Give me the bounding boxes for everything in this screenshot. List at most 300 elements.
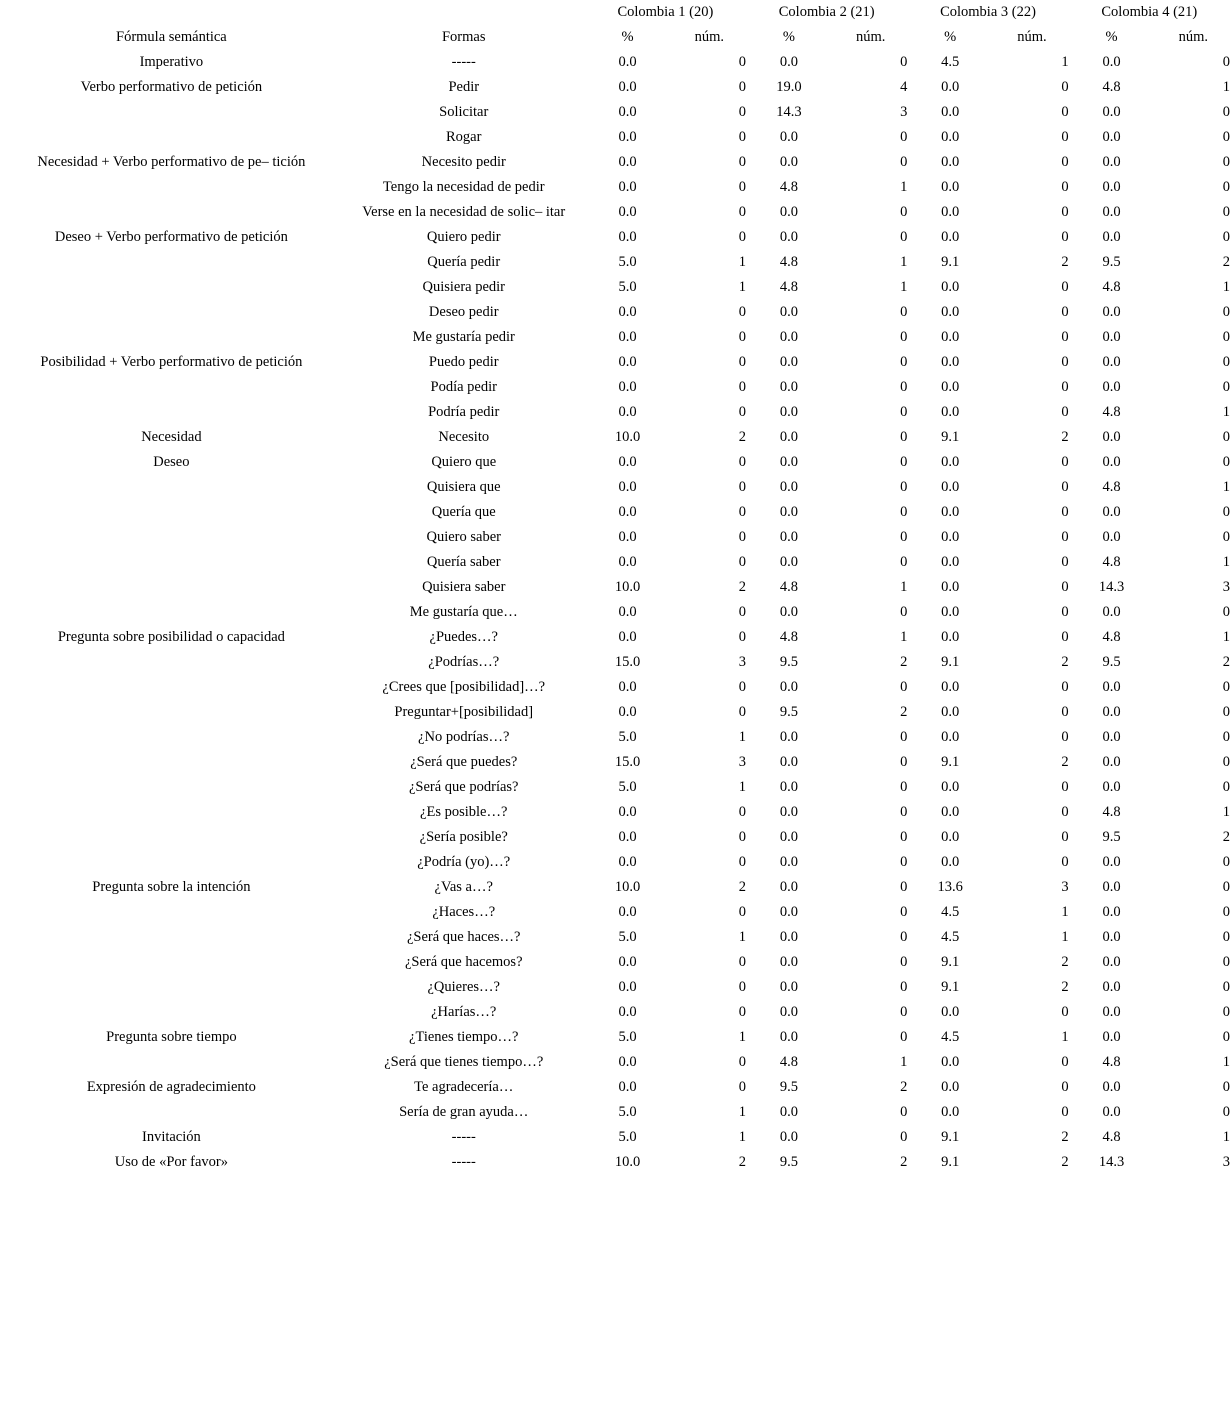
cell-pct-colombia-4: 0.0 xyxy=(1102,704,1121,720)
cell-pct-colombia-3: 9.1 xyxy=(941,254,960,270)
cell-forma: Quisiera saber xyxy=(422,579,506,595)
cell-forma: Quería saber xyxy=(426,554,501,570)
table-row xyxy=(0,125,1230,150)
cell-pct-colombia-2: 0.0 xyxy=(779,1129,798,1145)
cell-num-colombia-3: 0 xyxy=(1061,604,1069,620)
cell-forma: Pedir xyxy=(448,79,480,95)
cell-pct-colombia-4: 0.0 xyxy=(1102,1079,1121,1095)
cell-pct-colombia-1: 0.0 xyxy=(618,229,637,245)
cell-forma: Me gustaría que… xyxy=(409,604,518,620)
cell-pct-colombia-1: 0.0 xyxy=(618,1054,637,1070)
column-header-formas: Formas xyxy=(441,29,486,45)
cell-pct-colombia-1: 0.0 xyxy=(618,979,637,995)
cell-forma: Quería pedir xyxy=(427,254,501,270)
cell-pct-colombia-3: 0.0 xyxy=(941,379,960,395)
cell-num-colombia-4: 0 xyxy=(1222,54,1230,70)
cell-pct-colombia-1: 5.0 xyxy=(618,1129,637,1145)
cell-num-colombia-1: 0 xyxy=(738,829,747,845)
table-row xyxy=(0,550,1230,575)
cell-pct-colombia-4: 0.0 xyxy=(1102,979,1121,995)
cell-pct-colombia-1: 0.0 xyxy=(618,54,637,70)
cell-num-colombia-1: 1 xyxy=(738,729,747,745)
cell-num-colombia-2: 0 xyxy=(900,604,908,620)
cell-num-colombia-3: 0 xyxy=(1061,354,1069,370)
cell-num-colombia-4: 0 xyxy=(1222,129,1230,145)
cell-pct-colombia-2: 0.0 xyxy=(779,454,798,470)
cell-num-colombia-3: 0 xyxy=(1061,479,1069,495)
cell-pct-colombia-1: 0.0 xyxy=(618,904,637,920)
cell-pct-colombia-4: 0.0 xyxy=(1102,179,1121,195)
cell-num-colombia-4: 0 xyxy=(1222,179,1230,195)
cell-pct-colombia-2: 9.5 xyxy=(779,654,798,670)
cell-pct-colombia-3: 9.1 xyxy=(941,1154,960,1170)
cell-pct-colombia-2: 0.0 xyxy=(779,554,798,570)
cell-formula-semantica: Necesidad xyxy=(141,429,202,445)
cell-pct-colombia-1: 5.0 xyxy=(618,279,637,295)
column-header-num-colombia-3: núm. xyxy=(1017,29,1047,45)
cell-num-colombia-3: 2 xyxy=(1061,1154,1069,1170)
column-header-pct-colombia-1: % xyxy=(621,29,634,45)
cell-num-colombia-1: 1 xyxy=(738,779,747,795)
table-row xyxy=(0,150,1230,175)
cell-forma: ¿Es posible…? xyxy=(420,804,508,820)
cell-num-colombia-1: 0 xyxy=(738,304,747,320)
cell-pct-colombia-1: 0.0 xyxy=(618,354,637,370)
cell-num-colombia-3: 0 xyxy=(1061,1054,1069,1070)
cell-pct-colombia-4: 4.8 xyxy=(1102,629,1121,645)
cell-pct-colombia-3: 9.1 xyxy=(941,979,960,995)
cell-forma: ¿Sería posible? xyxy=(419,829,508,845)
cell-pct-colombia-4: 0.0 xyxy=(1102,54,1121,70)
column-header-num-colombia-1: núm. xyxy=(694,29,725,45)
cell-pct-colombia-3: 0.0 xyxy=(941,129,960,145)
cell-num-colombia-4: 0 xyxy=(1222,204,1230,220)
cell-formula-semantica xyxy=(0,700,343,725)
cell-num-colombia-1: 0 xyxy=(738,904,747,920)
cell-formula-semantica: Deseo xyxy=(153,454,190,470)
cell-num-colombia-3: 2 xyxy=(1061,654,1069,670)
cell-num-colombia-3: 0 xyxy=(1061,1104,1069,1120)
cell-num-colombia-4: 0 xyxy=(1222,754,1230,770)
cell-pct-colombia-4: 0.0 xyxy=(1102,379,1121,395)
cell-pct-colombia-1: 0.0 xyxy=(618,379,637,395)
cell-formula-semantica: Pregunta sobre la intención xyxy=(92,879,251,895)
table-row xyxy=(0,325,1230,350)
cell-pct-colombia-1: 0.0 xyxy=(618,454,637,470)
cell-pct-colombia-4: 0.0 xyxy=(1102,454,1121,470)
cell-num-colombia-2: 0 xyxy=(900,54,908,70)
cell-num-colombia-1: 0 xyxy=(738,454,747,470)
cell-pct-colombia-1: 0.0 xyxy=(618,129,637,145)
cell-num-colombia-2: 0 xyxy=(900,729,908,745)
cell-num-colombia-1: 0 xyxy=(738,104,747,120)
cell-pct-colombia-2: 9.5 xyxy=(779,1154,798,1170)
table-row xyxy=(0,950,1230,975)
cell-num-colombia-1: 0 xyxy=(738,329,747,345)
cell-forma: Quería que xyxy=(431,504,496,520)
cell-forma: Solicitar xyxy=(439,104,489,120)
table-row xyxy=(0,675,1230,700)
cell-pct-colombia-4: 0.0 xyxy=(1102,1104,1121,1120)
cell-formula-semantica: Expresión de agradecimiento xyxy=(86,1079,256,1095)
cell-num-colombia-1: 1 xyxy=(738,279,747,295)
column-header-num-colombia-2: núm. xyxy=(855,29,886,45)
cell-num-colombia-4: 0 xyxy=(1222,1104,1230,1120)
cell-num-colombia-1: 0 xyxy=(738,954,747,970)
cell-num-colombia-3: 0 xyxy=(1061,79,1069,95)
cell-num-colombia-1: 0 xyxy=(738,979,747,995)
cell-num-colombia-4: 0 xyxy=(1222,779,1230,795)
cell-pct-colombia-2: 0.0 xyxy=(779,204,798,220)
cell-num-colombia-2: 0 xyxy=(900,979,908,995)
cell-num-colombia-3: 0 xyxy=(1061,679,1069,695)
cell-num-colombia-2: 1 xyxy=(900,1054,908,1070)
cell-num-colombia-1: 0 xyxy=(738,404,747,420)
cell-pct-colombia-4: 0.0 xyxy=(1102,929,1121,945)
cell-forma: ¿No podrías…? xyxy=(418,729,510,745)
cell-pct-colombia-4: 0.0 xyxy=(1102,954,1121,970)
cell-pct-colombia-3: 0.0 xyxy=(941,479,960,495)
cell-num-colombia-4: 0 xyxy=(1222,329,1230,345)
cell-num-colombia-3: 0 xyxy=(1061,804,1069,820)
table-row xyxy=(0,1025,1230,1050)
cell-formula-semantica xyxy=(0,400,343,425)
cell-pct-colombia-1: 0.0 xyxy=(618,329,637,345)
cell-forma: ¿Podrías…? xyxy=(428,654,500,670)
cell-num-colombia-3: 2 xyxy=(1061,254,1069,270)
cell-forma: ¿Será que haces…? xyxy=(406,929,521,945)
cell-pct-colombia-3: 0.0 xyxy=(941,279,960,295)
cell-pct-colombia-1: 10.0 xyxy=(614,879,641,895)
cell-formula-semantica xyxy=(0,375,343,400)
cell-pct-colombia-2: 0.0 xyxy=(779,679,798,695)
cell-num-colombia-3: 0 xyxy=(1061,329,1069,345)
cell-formula-semantica xyxy=(0,775,343,800)
cell-num-colombia-4: 0 xyxy=(1222,679,1230,695)
cell-num-colombia-1: 0 xyxy=(738,379,747,395)
cell-pct-colombia-4: 4.8 xyxy=(1102,1054,1121,1070)
cell-pct-colombia-2: 4.8 xyxy=(779,579,798,595)
cell-pct-colombia-3: 0.0 xyxy=(941,504,960,520)
cell-pct-colombia-4: 0.0 xyxy=(1102,429,1121,445)
cell-num-colombia-2: 0 xyxy=(900,154,908,170)
cell-num-colombia-3: 2 xyxy=(1061,429,1069,445)
cell-num-colombia-4: 1 xyxy=(1222,404,1230,420)
cell-num-colombia-4: 0 xyxy=(1222,354,1230,370)
cell-pct-colombia-3: 9.1 xyxy=(941,429,960,445)
cell-pct-colombia-3: 0.0 xyxy=(941,104,960,120)
cell-num-colombia-2: 0 xyxy=(900,479,908,495)
cell-num-colombia-1: 1 xyxy=(738,929,747,945)
cell-pct-colombia-4: 4.8 xyxy=(1102,1129,1121,1145)
cell-forma: ----- xyxy=(451,54,476,70)
cell-pct-colombia-3: 0.0 xyxy=(941,204,960,220)
cell-pct-colombia-3: 0.0 xyxy=(941,729,960,745)
cell-pct-colombia-3: 9.1 xyxy=(941,754,960,770)
cell-forma: Quisiera pedir xyxy=(422,279,506,295)
cell-num-colombia-4: 0 xyxy=(1222,929,1230,945)
cell-num-colombia-2: 0 xyxy=(900,504,908,520)
cell-forma: Quiero pedir xyxy=(426,229,501,245)
cell-num-colombia-1: 0 xyxy=(738,129,747,145)
table-row xyxy=(0,1125,1230,1150)
cell-pct-colombia-2: 0.0 xyxy=(779,329,798,345)
cell-num-colombia-1: 0 xyxy=(738,554,747,570)
cell-pct-colombia-2: 0.0 xyxy=(779,229,798,245)
cell-num-colombia-3: 0 xyxy=(1061,179,1069,195)
table-row xyxy=(0,825,1230,850)
cell-num-colombia-4: 0 xyxy=(1222,304,1230,320)
cell-num-colombia-4: 0 xyxy=(1222,229,1230,245)
cell-pct-colombia-4: 0.0 xyxy=(1102,854,1121,870)
column-header-pct-colombia-3: % xyxy=(944,29,957,45)
cell-num-colombia-4: 0 xyxy=(1222,104,1230,120)
cell-num-colombia-3: 0 xyxy=(1061,229,1069,245)
cell-pct-colombia-4: 4.8 xyxy=(1102,279,1121,295)
cell-forma: ¿Será que podrías? xyxy=(408,779,519,795)
cell-num-colombia-2: 2 xyxy=(900,1079,908,1095)
cell-pct-colombia-1: 0.0 xyxy=(618,679,637,695)
cell-pct-colombia-1: 0.0 xyxy=(618,554,637,570)
cell-forma: Quiero que xyxy=(431,454,497,470)
table-row xyxy=(0,700,1230,725)
cell-num-colombia-3: 1 xyxy=(1061,904,1069,920)
cell-pct-colombia-2: 9.5 xyxy=(779,1079,798,1095)
cell-formula-semantica: Verbo performativo de petición xyxy=(80,79,263,95)
cell-forma: ¿Haces…? xyxy=(432,904,496,920)
cell-pct-colombia-3: 0.0 xyxy=(941,804,960,820)
cell-pct-colombia-4: 0.0 xyxy=(1102,779,1121,795)
cell-num-colombia-4: 0 xyxy=(1222,1029,1230,1045)
cell-num-colombia-3: 0 xyxy=(1061,204,1069,220)
table-row xyxy=(0,475,1230,500)
cell-num-colombia-2: 0 xyxy=(900,429,908,445)
cell-forma: Quiero saber xyxy=(426,529,501,545)
cell-num-colombia-3: 0 xyxy=(1061,154,1069,170)
cell-num-colombia-1: 0 xyxy=(738,854,747,870)
table-body xyxy=(0,50,1230,1175)
cell-num-colombia-2: 0 xyxy=(900,379,908,395)
cell-num-colombia-1: 3 xyxy=(738,654,747,670)
cell-num-colombia-3: 0 xyxy=(1061,279,1069,295)
cell-num-colombia-1: 0 xyxy=(738,54,747,70)
table-row xyxy=(0,975,1230,1000)
cell-pct-colombia-2: 0.0 xyxy=(779,529,798,545)
cell-formula-semantica: Posibilidad + Verbo performativo de petición xyxy=(40,354,303,370)
cell-pct-colombia-3: 0.0 xyxy=(941,629,960,645)
cell-formula-semantica: Pregunta sobre tiempo xyxy=(106,1029,237,1045)
cell-pct-colombia-3: 9.1 xyxy=(941,1129,960,1145)
cell-forma: ¿Vas a…? xyxy=(434,879,493,895)
table-row xyxy=(0,925,1230,950)
cell-formula-semantica: Invitación xyxy=(141,1129,201,1145)
cell-num-colombia-2: 1 xyxy=(900,279,908,295)
cell-formula-semantica xyxy=(0,125,343,150)
table-row xyxy=(0,275,1230,300)
cell-forma: Podía pedir xyxy=(430,379,497,395)
cell-pct-colombia-4: 0.0 xyxy=(1102,604,1121,620)
group-header-colombia-3: Colombia 3 (22) xyxy=(940,4,1036,20)
table-row xyxy=(0,400,1230,425)
cell-pct-colombia-4: 0.0 xyxy=(1102,129,1121,145)
table-row xyxy=(0,300,1230,325)
cell-pct-colombia-3: 0.0 xyxy=(941,854,960,870)
cell-formula-semantica xyxy=(0,100,343,125)
cell-forma: ¿Quieres…? xyxy=(427,979,500,995)
cell-num-colombia-3: 0 xyxy=(1061,829,1069,845)
cell-pct-colombia-1: 10.0 xyxy=(614,579,641,595)
table-row xyxy=(0,1150,1230,1175)
table-row xyxy=(0,175,1230,200)
cell-pct-colombia-1: 0.0 xyxy=(618,154,637,170)
group-header-colombia-2: Colombia 2 (21) xyxy=(778,4,875,20)
cell-pct-colombia-3: 0.0 xyxy=(941,679,960,695)
cell-num-colombia-4: 0 xyxy=(1222,954,1230,970)
cell-pct-colombia-1: 0.0 xyxy=(618,179,637,195)
cell-num-colombia-1: 0 xyxy=(738,804,747,820)
cell-formula-semantica xyxy=(0,850,343,875)
cell-num-colombia-3: 0 xyxy=(1061,554,1069,570)
cell-formula-semantica xyxy=(0,550,343,575)
cell-pct-colombia-4: 4.8 xyxy=(1102,79,1121,95)
group-header-colombia-4: Colombia 4 (21) xyxy=(1101,4,1198,20)
cell-pct-colombia-4: 4.8 xyxy=(1102,554,1121,570)
cell-forma: ¿Será que tienes tiempo…? xyxy=(384,1054,544,1070)
table-row xyxy=(0,725,1230,750)
table-row xyxy=(0,800,1230,825)
cell-num-colombia-3: 2 xyxy=(1061,1129,1069,1145)
cell-num-colombia-3: 0 xyxy=(1061,1079,1069,1095)
cell-forma: ¿Crees que [posibilidad]…? xyxy=(382,679,546,695)
cell-pct-colombia-4: 0.0 xyxy=(1102,504,1121,520)
cell-pct-colombia-2: 0.0 xyxy=(779,729,798,745)
cell-num-colombia-2: 0 xyxy=(900,304,908,320)
cell-pct-colombia-2: 0.0 xyxy=(779,354,798,370)
table-head xyxy=(0,0,1230,50)
column-header-formula: Fórmula semántica xyxy=(116,29,227,45)
table-row xyxy=(0,525,1230,550)
cell-pct-colombia-2: 0.0 xyxy=(779,1104,798,1120)
column-header-pct-colombia-2: % xyxy=(782,29,795,45)
cell-num-colombia-4: 0 xyxy=(1222,429,1230,445)
cell-num-colombia-1: 1 xyxy=(738,254,747,270)
cell-pct-colombia-2: 0.0 xyxy=(779,879,798,895)
cell-pct-colombia-1: 5.0 xyxy=(618,779,637,795)
cell-num-colombia-4: 0 xyxy=(1222,879,1230,895)
cell-pct-colombia-2: 0.0 xyxy=(779,929,798,945)
cell-num-colombia-3: 0 xyxy=(1061,1004,1069,1020)
cell-pct-colombia-3: 0.0 xyxy=(941,829,960,845)
cell-pct-colombia-4: 0.0 xyxy=(1102,879,1121,895)
cell-num-colombia-2: 0 xyxy=(900,404,908,420)
cell-num-colombia-4: 1 xyxy=(1222,629,1230,645)
cell-pct-colombia-2: 14.3 xyxy=(776,104,802,120)
table-row xyxy=(0,650,1230,675)
cell-pct-colombia-1: 15.0 xyxy=(614,654,641,670)
cell-num-colombia-1: 0 xyxy=(738,704,747,720)
cell-pct-colombia-3: 4.5 xyxy=(941,904,960,920)
cell-num-colombia-4: 3 xyxy=(1222,1154,1230,1170)
cell-pct-colombia-2: 4.8 xyxy=(779,254,798,270)
cell-pct-colombia-3: 0.0 xyxy=(941,179,960,195)
cell-pct-colombia-2: 0.0 xyxy=(779,954,798,970)
table-row xyxy=(0,600,1230,625)
cell-num-colombia-2: 0 xyxy=(900,904,908,920)
cell-pct-colombia-2: 4.8 xyxy=(779,179,798,195)
cell-pct-colombia-4: 0.0 xyxy=(1102,354,1121,370)
cell-pct-colombia-1: 5.0 xyxy=(618,254,637,270)
cell-pct-colombia-4: 9.5 xyxy=(1102,254,1121,270)
cell-formula-semantica xyxy=(0,500,343,525)
cell-num-colombia-3: 3 xyxy=(1061,879,1069,895)
cell-pct-colombia-4: 0.0 xyxy=(1102,1029,1121,1045)
cell-num-colombia-2: 0 xyxy=(900,1004,908,1020)
cell-num-colombia-2: 0 xyxy=(900,929,908,945)
cell-forma: ¿Puedes…? xyxy=(429,629,498,645)
cell-num-colombia-4: 2 xyxy=(1222,829,1230,845)
cell-pct-colombia-1: 15.0 xyxy=(614,754,641,770)
group-header-spacer-formula xyxy=(0,0,343,25)
cell-num-colombia-4: 0 xyxy=(1222,1079,1230,1095)
cell-formula-semantica xyxy=(0,525,343,550)
cell-pct-colombia-2: 0.0 xyxy=(779,404,798,420)
cell-pct-colombia-4: 14.3 xyxy=(1098,1154,1125,1170)
table-row xyxy=(0,875,1230,900)
cell-pct-colombia-3: 0.0 xyxy=(941,704,960,720)
cell-pct-colombia-1: 0.0 xyxy=(618,529,637,545)
cell-forma: ¿Harías…? xyxy=(431,1004,497,1020)
table-row xyxy=(0,900,1230,925)
cell-pct-colombia-3: 0.0 xyxy=(941,404,960,420)
cell-num-colombia-4: 2 xyxy=(1222,254,1230,270)
cell-pct-colombia-1: 0.0 xyxy=(618,479,637,495)
cell-pct-colombia-1: 10.0 xyxy=(614,429,641,445)
cell-pct-colombia-3: 9.1 xyxy=(941,654,960,670)
cell-num-colombia-3: 0 xyxy=(1061,704,1069,720)
cell-num-colombia-4: 0 xyxy=(1222,504,1230,520)
cell-num-colombia-4: 1 xyxy=(1222,804,1230,820)
cell-num-colombia-1: 0 xyxy=(738,1079,747,1095)
cell-num-colombia-4: 1 xyxy=(1222,1129,1230,1145)
cell-num-colombia-1: 1 xyxy=(738,1104,747,1120)
cell-forma: Podría pedir xyxy=(428,404,500,420)
cell-formula-semantica xyxy=(0,175,343,200)
cell-pct-colombia-3: 0.0 xyxy=(941,229,960,245)
cell-forma: ¿Tienes tiempo…? xyxy=(409,1029,519,1045)
cell-num-colombia-2: 0 xyxy=(900,1029,908,1045)
cell-pct-colombia-2: 0.0 xyxy=(779,604,798,620)
cell-formula-semantica xyxy=(0,250,343,275)
cell-formula-semantica xyxy=(0,975,343,1000)
table-row xyxy=(0,250,1230,275)
table-row xyxy=(0,350,1230,375)
cell-pct-colombia-1: 0.0 xyxy=(618,829,637,845)
table-row xyxy=(0,75,1230,100)
cell-forma: Rogar xyxy=(446,129,482,145)
cell-forma: Verse en la necesidad de solic– itar xyxy=(362,204,566,220)
cell-num-colombia-3: 0 xyxy=(1061,104,1069,120)
cell-pct-colombia-1: 0.0 xyxy=(618,1004,637,1020)
cell-forma: Puedo pedir xyxy=(428,354,499,370)
cell-num-colombia-1: 0 xyxy=(738,479,747,495)
cell-pct-colombia-4: 0.0 xyxy=(1102,229,1121,245)
cell-num-colombia-1: 0 xyxy=(738,1054,747,1070)
cell-pct-colombia-3: 0.0 xyxy=(941,529,960,545)
cell-num-colombia-2: 1 xyxy=(900,254,908,270)
cell-forma: ----- xyxy=(451,1129,476,1145)
cell-pct-colombia-3: 0.0 xyxy=(941,1079,960,1095)
cell-num-colombia-1: 0 xyxy=(738,179,747,195)
